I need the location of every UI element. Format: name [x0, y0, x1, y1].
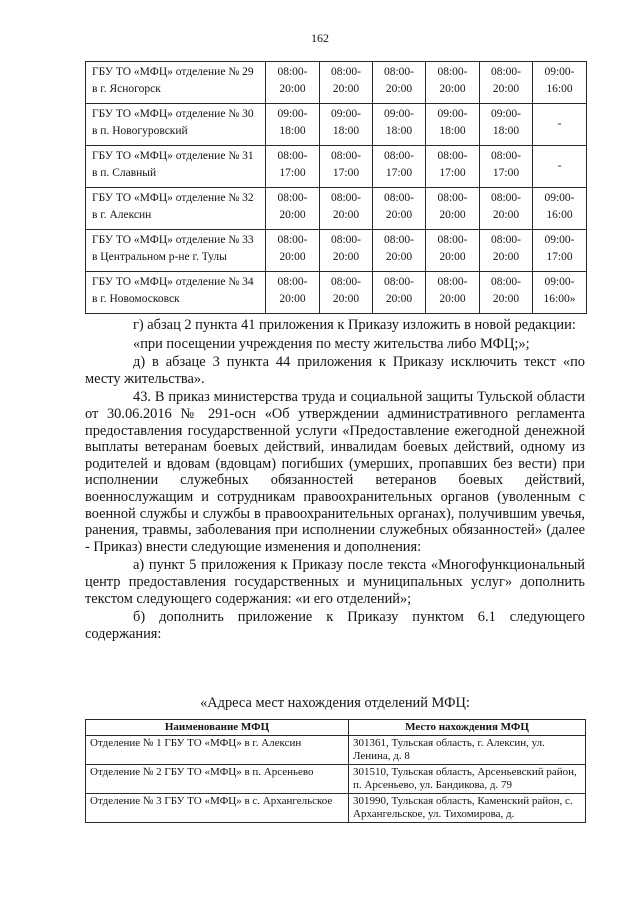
hours-cell: 08:00- 20:00 [320, 62, 373, 104]
paragraph-b: б) дополнить приложение к Приказу пунктом 6.1 следующего содержания: [85, 609, 585, 642]
branch-name: ГБУ ТО «МФЦ» отделение № 33 в Центральном р-не г. Тулы [86, 230, 266, 272]
hours-cell: 09:00- 18:00 [373, 104, 426, 146]
table-row [86, 62, 587, 104]
table-header-row [86, 720, 586, 736]
hours-cell: 08:00- 20:00 [480, 188, 533, 230]
hours-cell: 08:00- 20:00 [320, 230, 373, 272]
hours-cell: 08:00- 20:00 [373, 188, 426, 230]
hours-cell: 08:00- 20:00 [480, 272, 533, 314]
table-row [86, 765, 586, 794]
hours-cell: 08:00- 17:00 [266, 146, 320, 188]
hours-cell: 08:00- 20:00 [320, 188, 373, 230]
table-row [86, 104, 587, 146]
hours-cell: 08:00- 20:00 [426, 62, 480, 104]
hours-cell: 08:00- 17:00 [373, 146, 426, 188]
branch-name: Отделение № 3 ГБУ ТО «МФЦ» в с. Архангельское [86, 794, 349, 823]
branch-name: ГБУ ТО «МФЦ» отделение № 30 в п. Новогуровский [86, 104, 266, 146]
branch-name: ГБУ ТО «МФЦ» отделение № 29 в г. Ясногорск [86, 62, 266, 104]
hours-cell: 09:00- 18:00 [480, 104, 533, 146]
addresses-heading: «Адреса мест нахождения отделений МФЦ: [200, 695, 470, 711]
column-header-name: Наименование МФЦ [86, 720, 349, 736]
hours-cell: 08:00- 20:00 [426, 230, 480, 272]
hours-cell: 09:00- 18:00 [426, 104, 480, 146]
paragraph-d: д) в абзаце 3 пункта 44 приложения к Приказу исключить текст «по месту жительства». [85, 354, 585, 387]
hours-cell: 08:00- 20:00 [266, 272, 320, 314]
branch-name: ГБУ ТО «МФЦ» отделение № 32 в г. Алексин [86, 188, 266, 230]
table-row [86, 146, 587, 188]
branch-name: ГБУ ТО «МФЦ» отделение № 31 в п. Славный [86, 146, 266, 188]
document-body [85, 317, 585, 642]
addresses-table [85, 719, 586, 823]
hours-cell: 08:00- 20:00 [426, 188, 480, 230]
hours-cell: 08:00- 20:00 [373, 272, 426, 314]
table-row [86, 272, 587, 314]
branch-address: 301361, Тульская область, г. Алексин, ул. Ленина, д. 8 [349, 736, 586, 765]
hours-cell: 08:00- 20:00 [266, 62, 320, 104]
branch-address: 301990, Тульская область, Каменский район, с. Архангельское, ул. Тихомирова, д. [349, 794, 586, 823]
column-header-place: Место нахождения МФЦ [349, 720, 586, 736]
branch-name: Отделение № 2 ГБУ ТО «МФЦ» в п. Арсеньево [86, 765, 349, 794]
hours-cell: 08:00- 20:00 [320, 272, 373, 314]
hours-cell: 09:00- 16:00 [533, 188, 587, 230]
hours-cell: 08:00- 20:00 [373, 230, 426, 272]
closed-dash: - [533, 104, 587, 146]
page-number: 162 [311, 31, 329, 45]
hours-cell: 09:00- 16:00 [533, 62, 587, 104]
paragraph-quote: «при посещении учреждения по месту жительства либо МФЦ;»; [133, 335, 530, 352]
closed-dash: - [533, 146, 587, 188]
branch-address: 301510, Тульская область, Арсеньевский район, п. Арсеньево, ул. Бандикова, д. 79 [349, 765, 586, 794]
paragraph-g: г) абзац 2 пункта 41 приложения к Приказу изложить в новой редакции: [133, 317, 576, 333]
hours-cell: 08:00- 17:00 [480, 146, 533, 188]
hours-cell: 08:00- 20:00 [480, 230, 533, 272]
hours-cell: 08:00- 20:00 [266, 230, 320, 272]
hours-cell: 08:00- 17:00 [320, 146, 373, 188]
table-row [86, 230, 587, 272]
hours-cell: 09:00- 17:00 [533, 230, 587, 272]
hours-cell: 09:00- 18:00 [320, 104, 373, 146]
branch-name: ГБУ ТО «МФЦ» отделение № 34 в г. Новомосковск [86, 272, 266, 314]
hours-cell: 09:00- 16:00» [533, 272, 587, 314]
hours-cell: 08:00- 20:00 [480, 62, 533, 104]
table-row [86, 736, 586, 765]
hours-cell: 08:00- 20:00 [426, 272, 480, 314]
paragraph-a: а) пункт 5 приложения к Приказу после текста «Многофункциональный центр предоставления государственных и муниципальных услуг» дополнить текстом следующего содержания: «и его отделений»; [85, 557, 585, 607]
paragraph-43: 43. В приказ министерства труда и социальной защиты Тульской области от 30.06.2016 № 291-осн «Об утверждении административного регламента предоставления государственной услуги «Предоставление ежегодной денежной выплаты ветеранам боевых действий, инвалидам боевых действий, одному из родителей и вдовам (вдовцам) погибших (умерших, пропавших без вести) при исполнении служебных обязанностей ветеранов боевых действий, военнослужащим и сотрудникам правоохранительных органов (уволенным с военной службы и службы в правоохранительных органах), получившим увечья, ранения, травмы, заболевания при исполнении служебных обязанностей» (далее - Приказ) внести следующие изменения и дополнения: [85, 389, 585, 555]
branch-name: Отделение № 1 ГБУ ТО «МФЦ» в г. Алексин [86, 736, 349, 765]
hours-cell: 09:00- 18:00 [266, 104, 320, 146]
hours-cell: 08:00- 20:00 [266, 188, 320, 230]
table-row [86, 188, 587, 230]
schedule-table [85, 61, 587, 314]
hours-cell: 08:00- 17:00 [426, 146, 480, 188]
hours-cell: 08:00- 20:00 [373, 62, 426, 104]
table-row [86, 794, 586, 823]
